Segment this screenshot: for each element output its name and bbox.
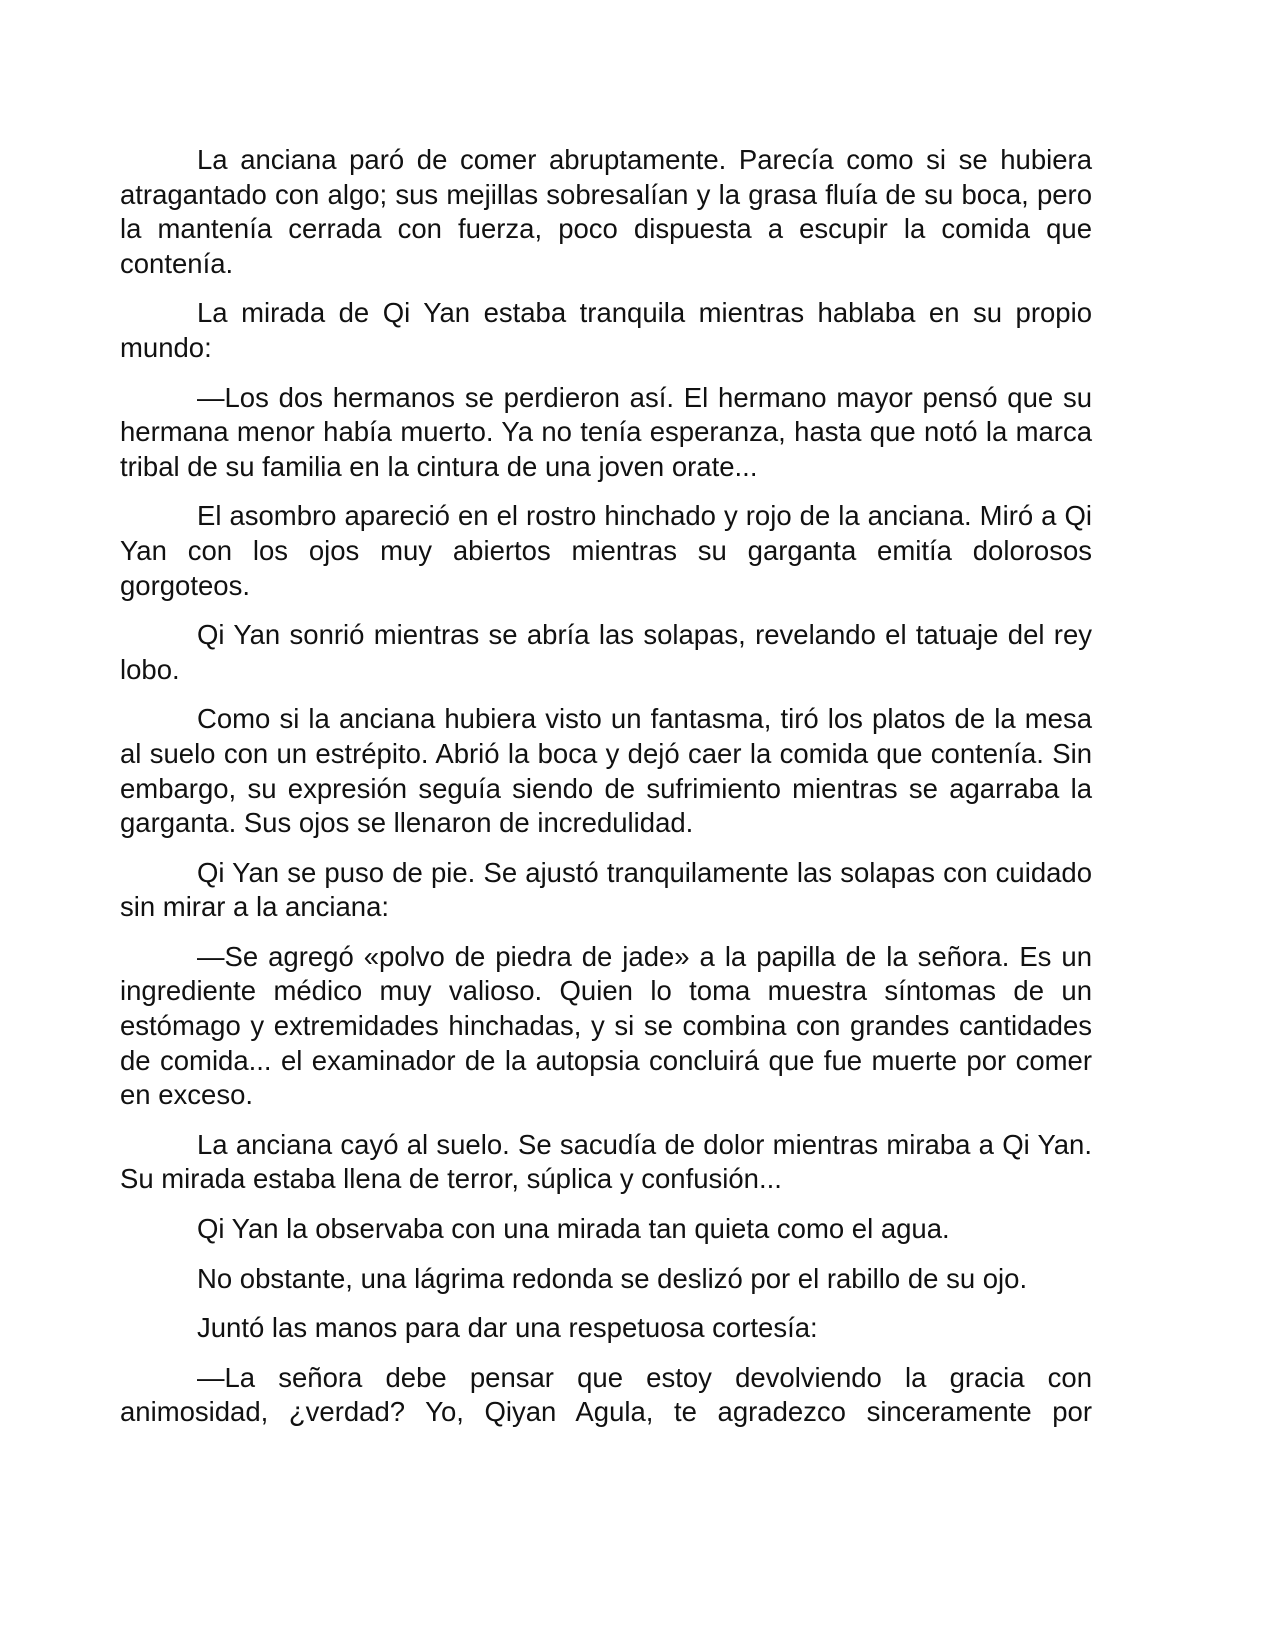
- paragraph-13: —La señora debe pensar que estoy devolviendo la gracia con animosidad, ¿verdad? Yo, Qiyan Agula, te agradezco sinceramente por: [120, 1361, 1092, 1428]
- paragraph-3: —Los dos hermanos se perdieron así. El hermano mayor pensó que su hermana menor había muerto. Ya no tenía esperanza, hasta que notó la marca tribal de su familia en la cintura de una joven orate...: [120, 381, 1092, 482]
- paragraph-8: —Se agregó «polvo de piedra de jade» a la papilla de la señora. Es un ingrediente médico muy valioso. Quien lo toma muestra síntomas de un estómago y extremidades hinchadas, y si se combina con grandes cantidades de comida... el examinador de la autopsia concluirá que fue muerte por comer en exceso.: [120, 940, 1092, 1111]
- paragraph-7: Qi Yan se puso de pie. Se ajustó tranquilamente las solapas con cuidado sin mirar a la anciana:: [120, 856, 1092, 923]
- paragraph-10: Qi Yan la observaba con una mirada tan quieta como el agua.: [197, 1213, 950, 1245]
- paragraph-6: Como si la anciana hubiera visto un fantasma, tiró los platos de la mesa al suelo con un estrépito. Abrió la boca y dejó caer la comida que contenía. Sin embargo, su expresión seguía siendo de sufrimiento mientras se agarraba la garganta. Sus ojos se llenaron de incredulidad.: [120, 703, 1092, 839]
- paragraph-12: Juntó las manos para dar una respetuosa cortesía:: [197, 1312, 818, 1344]
- document-page: [120, 143, 1092, 1430]
- paragraph-4: El asombro apareció en el rostro hinchado y rojo de la anciana. Miró a Qi Yan con los ojos muy abiertos mientras su garganta emitía dolorosos gorgoteos.: [120, 500, 1092, 601]
- paragraph-1: La anciana paró de comer abruptamente. Parecía como si se hubiera atragantado con algo; sus mejillas sobresalían y la grasa fluía de su boca, pero la mantenía cerrada con fuerza, poco dispuesta a escupir la comida que contenía.: [120, 144, 1092, 279]
- paragraph-2: La mirada de Qi Yan estaba tranquila mientras hablaba en su propio mundo:: [120, 297, 1092, 363]
- paragraph-11: No obstante, una lágrima redonda se deslizó por el rabillo de su ojo.: [197, 1262, 1028, 1294]
- paragraph-9: La anciana cayó al suelo. Se sacudía de dolor mientras miraba a Qi Yan. Su mirada estaba llena de terror, súplica y confusión...: [120, 1128, 1092, 1195]
- paragraph-5: Qi Yan sonrió mientras se abría las solapas, revelando el tatuaje del rey lobo.: [120, 619, 1092, 685]
